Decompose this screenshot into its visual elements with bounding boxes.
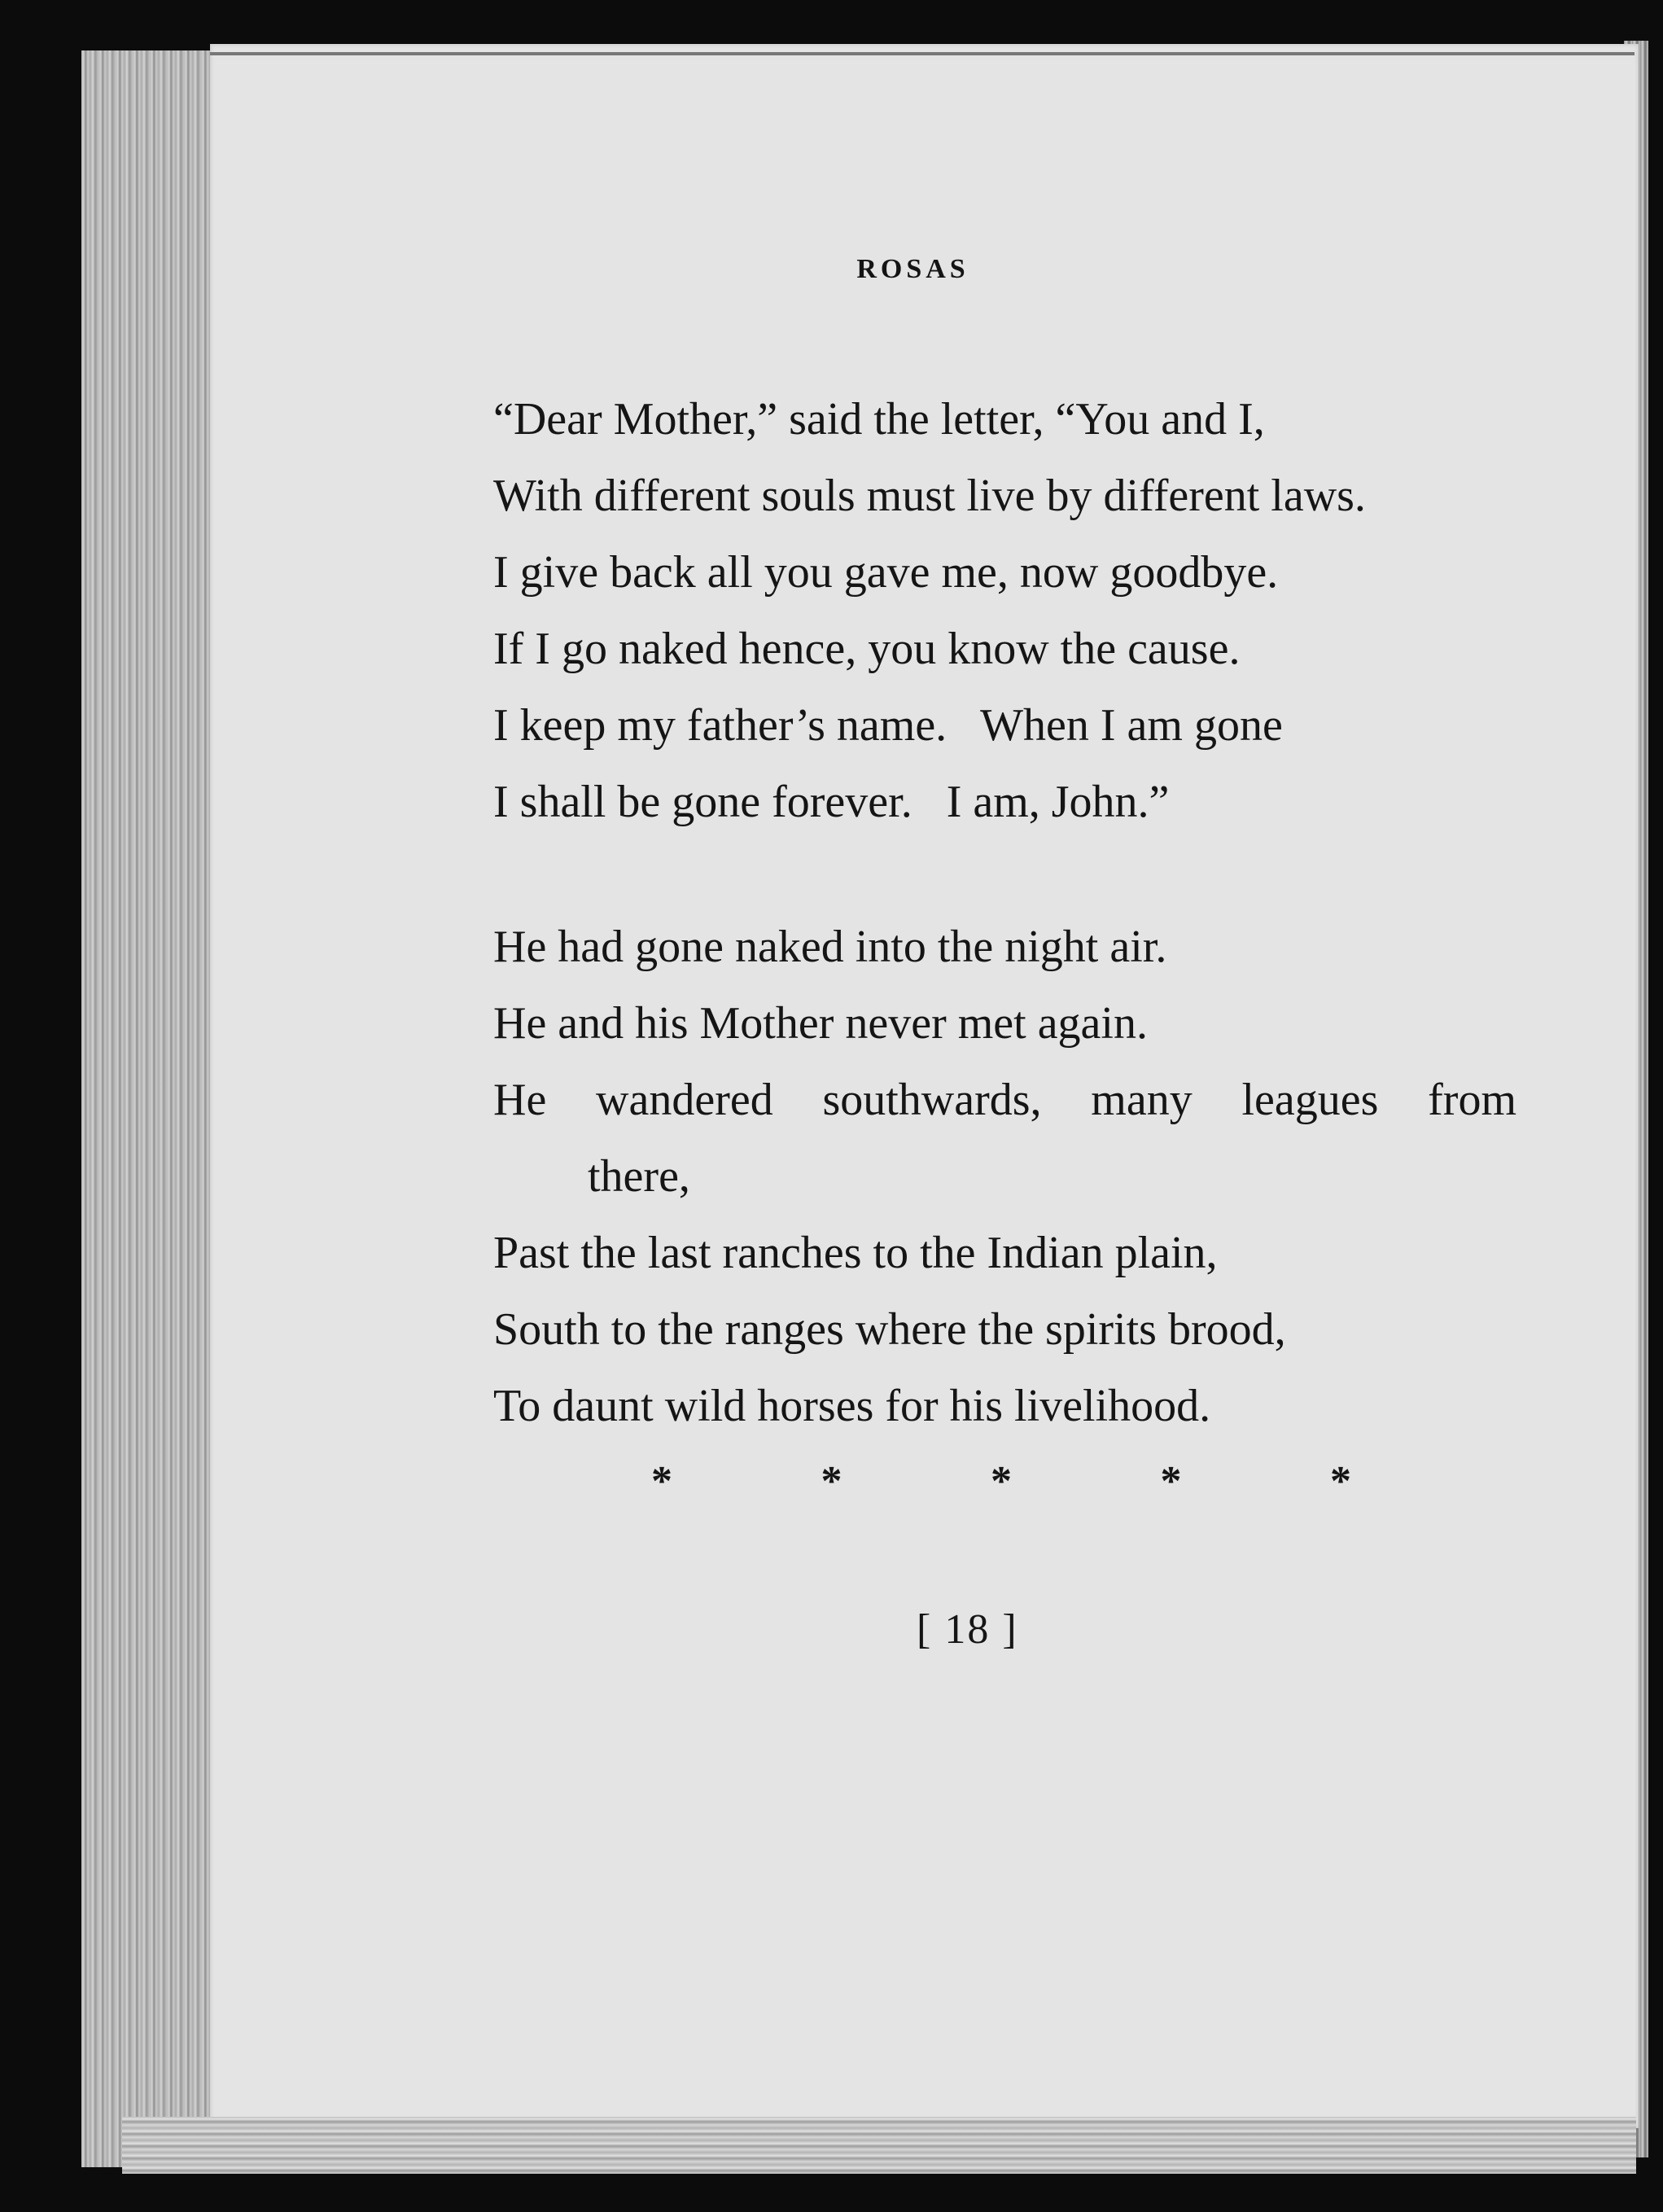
- poem-line: He and his Mother never met again.: [493, 998, 1148, 1049]
- poem-line: I shall be gone forever. I am, John.”: [493, 777, 1170, 827]
- poem-line: “Dear Mother,” said the letter, “You and I,: [493, 394, 1265, 445]
- poem-line: With different souls must live by different laws.: [493, 471, 1366, 521]
- asterisk-ornament: *: [1160, 1458, 1182, 1505]
- poem-line: South to the ranges where the spirits brood,: [493, 1304, 1286, 1355]
- poem-line: I give back all you gave me, now goodbye.: [493, 547, 1279, 598]
- stanza-1: [493, 381, 1519, 840]
- running-head: ROSAS: [856, 254, 969, 284]
- asterisk-ornament: *: [1330, 1458, 1351, 1505]
- asterisk-ornament: *: [991, 1458, 1012, 1505]
- poem-line: He wandered southwards, many leagues from: [493, 1075, 1516, 1125]
- book-page-edges-bottom: [122, 2117, 1636, 2174]
- poem-line: If I go naked hence, you know the cause.: [493, 624, 1241, 674]
- page-number: [ 18 ]: [917, 1606, 1018, 1653]
- poem-text: [493, 381, 1519, 1444]
- section-break: [651, 1457, 1351, 1505]
- asterisk-ornament: *: [651, 1458, 672, 1505]
- stanza-2: [493, 909, 1519, 1444]
- poem-line-continuation: there,: [588, 1151, 690, 1202]
- poem-line: To daunt wild horses for his livelihood.: [493, 1381, 1211, 1431]
- asterisk-ornament: *: [821, 1458, 842, 1505]
- poem-line: He had gone naked into the night air.: [493, 922, 1167, 972]
- poem-line: Past the last ranches to the Indian plain,: [493, 1228, 1218, 1278]
- poem-line: I keep my father’s name. When I am gone: [493, 700, 1283, 751]
- page-top-edge: [210, 52, 1635, 55]
- book-page-edges-left: [81, 50, 228, 2167]
